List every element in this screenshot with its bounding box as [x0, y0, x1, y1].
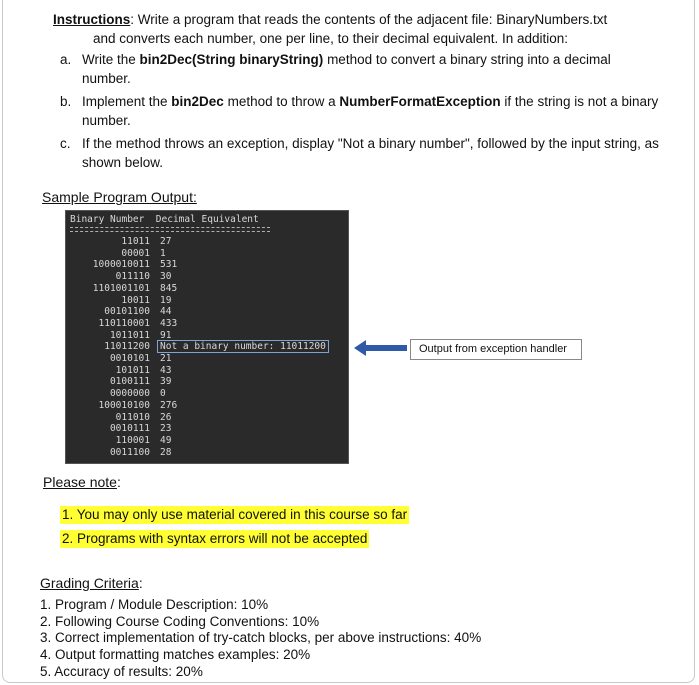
- decimal-value: 27: [160, 236, 172, 247]
- binary-value: 011110: [115, 271, 150, 283]
- console-row: [66, 318, 346, 329]
- decimal-value: 19: [160, 294, 172, 306]
- grading-item: 4. Output formatting matches examples: 20%: [40, 647, 311, 663]
- decimal-value: 433: [160, 317, 178, 329]
- decimal-value: 276: [160, 399, 178, 411]
- item-text: if the string is not a binary number.: [82, 94, 659, 128]
- error-message: Not a binary number: 11011200: [160, 341, 326, 353]
- console-row: [66, 341, 346, 352]
- decimal-value: 1: [160, 247, 166, 259]
- sample-output-heading: Sample Program Output:: [42, 189, 197, 205]
- decimal-value: 43: [160, 364, 172, 376]
- decimal-value: 30: [160, 271, 172, 283]
- console-row: [66, 248, 346, 259]
- binary-value: 0010101: [109, 353, 150, 364]
- item-marker: a.: [60, 52, 72, 67]
- binary-value: 00001: [121, 247, 150, 259]
- binary-value: 1101001101: [92, 282, 150, 294]
- console-header: Binary Number Decimal Equivalent: [70, 214, 259, 225]
- decimal-value: 0: [160, 388, 166, 400]
- console-row: [66, 306, 346, 317]
- item-exception-name: NumberFormatException: [339, 94, 501, 109]
- item-marker: b.: [60, 94, 72, 109]
- console-row: [66, 283, 346, 294]
- note-item-2: 2. Programs with syntax errors will not be accepted: [62, 531, 368, 546]
- item-text: If the method throws an exception, display "Not a binary number", followed by the input string, as shown below.: [82, 136, 659, 170]
- grading-item: 5. Accuracy of results: 20%: [40, 663, 203, 679]
- console-row: [66, 259, 346, 270]
- console-separator: [70, 227, 270, 232]
- binary-value: 11011: [121, 236, 150, 247]
- binary-value: 0010111: [109, 423, 150, 435]
- decimal-value: 39: [160, 376, 172, 388]
- console-row: [66, 423, 346, 434]
- binary-value: 0000000: [109, 388, 150, 400]
- console-row: [66, 365, 346, 376]
- console-row: [66, 412, 346, 423]
- item-method-name: bin2Dec(String binaryString): [139, 52, 324, 67]
- item-method-name: bin2Dec: [171, 94, 224, 109]
- note-item-1: 1. You may only use material covered in this course so far: [62, 507, 408, 522]
- binary-value: 110001: [115, 434, 150, 446]
- console-row: [66, 295, 346, 306]
- item-text: method to throw a: [223, 94, 340, 109]
- console-row: [66, 353, 346, 364]
- console-row: [66, 330, 346, 341]
- decimal-value: 845: [160, 282, 178, 294]
- decimal-value: 44: [160, 306, 172, 318]
- binary-value: 1011011: [109, 329, 150, 341]
- instruction-item-b: [60, 92, 660, 130]
- console-row: [66, 236, 346, 247]
- grading-criteria-heading: [40, 575, 143, 591]
- decimal-value: 49: [160, 434, 172, 446]
- console-row: [66, 388, 346, 399]
- item-marker: c.: [60, 136, 71, 151]
- note-heading-colon: :: [116, 474, 121, 490]
- binary-value: 11011200: [104, 341, 150, 353]
- binary-value: 100010100: [98, 399, 150, 411]
- grading-item: 2. Following Course Coding Conventions: 10%: [40, 613, 320, 629]
- grading-item: 3. Correct implementation of try-catch blocks, per above instructions: 40%: [40, 630, 482, 646]
- console-row: [66, 447, 346, 458]
- binary-value: 0100111: [109, 376, 150, 388]
- binary-value: 00101100: [104, 306, 150, 318]
- console-row: [66, 271, 346, 282]
- binary-value: 011010: [115, 411, 150, 423]
- binary-value: 10011: [121, 294, 150, 306]
- console-output: [65, 210, 349, 464]
- binary-value: 101011: [115, 364, 150, 376]
- instructions-label: Instructions: [53, 12, 131, 27]
- instructions-intro: [53, 10, 653, 48]
- instruction-item-a: [60, 50, 660, 88]
- binary-value: 0011100: [109, 446, 150, 458]
- exception-callout: Output from exception handler: [410, 339, 582, 360]
- binary-value: 110110001: [98, 317, 150, 329]
- console-row: [66, 435, 346, 446]
- grading-heading-text: Grading Criteria: [40, 575, 139, 591]
- grading-item: 1. Program / Module Description: 10%: [40, 597, 269, 612]
- instructions-list: [60, 50, 660, 176]
- please-note-heading: [43, 474, 121, 490]
- decimal-value: 531: [160, 259, 178, 271]
- decimal-value: 28: [160, 446, 172, 458]
- decimal-value: 91: [160, 329, 172, 341]
- note-heading-text: Please note: [43, 474, 117, 490]
- instructions-line2: and converts each number, one per line, to their decimal equivalent. In addition:: [93, 31, 569, 46]
- item-text: Implement the: [82, 94, 172, 109]
- console-row: [66, 376, 346, 387]
- instruction-item-c: [60, 134, 660, 172]
- item-text: method to convert a binary string into a decimal number.: [82, 52, 611, 86]
- grading-list: [40, 597, 481, 681]
- decimal-value: 21: [160, 353, 172, 364]
- console-row: [66, 400, 346, 411]
- grading-heading-colon: :: [138, 575, 143, 591]
- decimal-value: 26: [160, 411, 172, 423]
- instructions-line1: : Write a program that reads the contents of the adjacent file: BinaryNumbers.txt: [130, 12, 608, 27]
- arrow-left-icon: [354, 340, 407, 356]
- item-text: Write the: [82, 52, 140, 67]
- binary-value: 1000010011: [92, 259, 150, 271]
- decimal-value: 23: [160, 423, 172, 435]
